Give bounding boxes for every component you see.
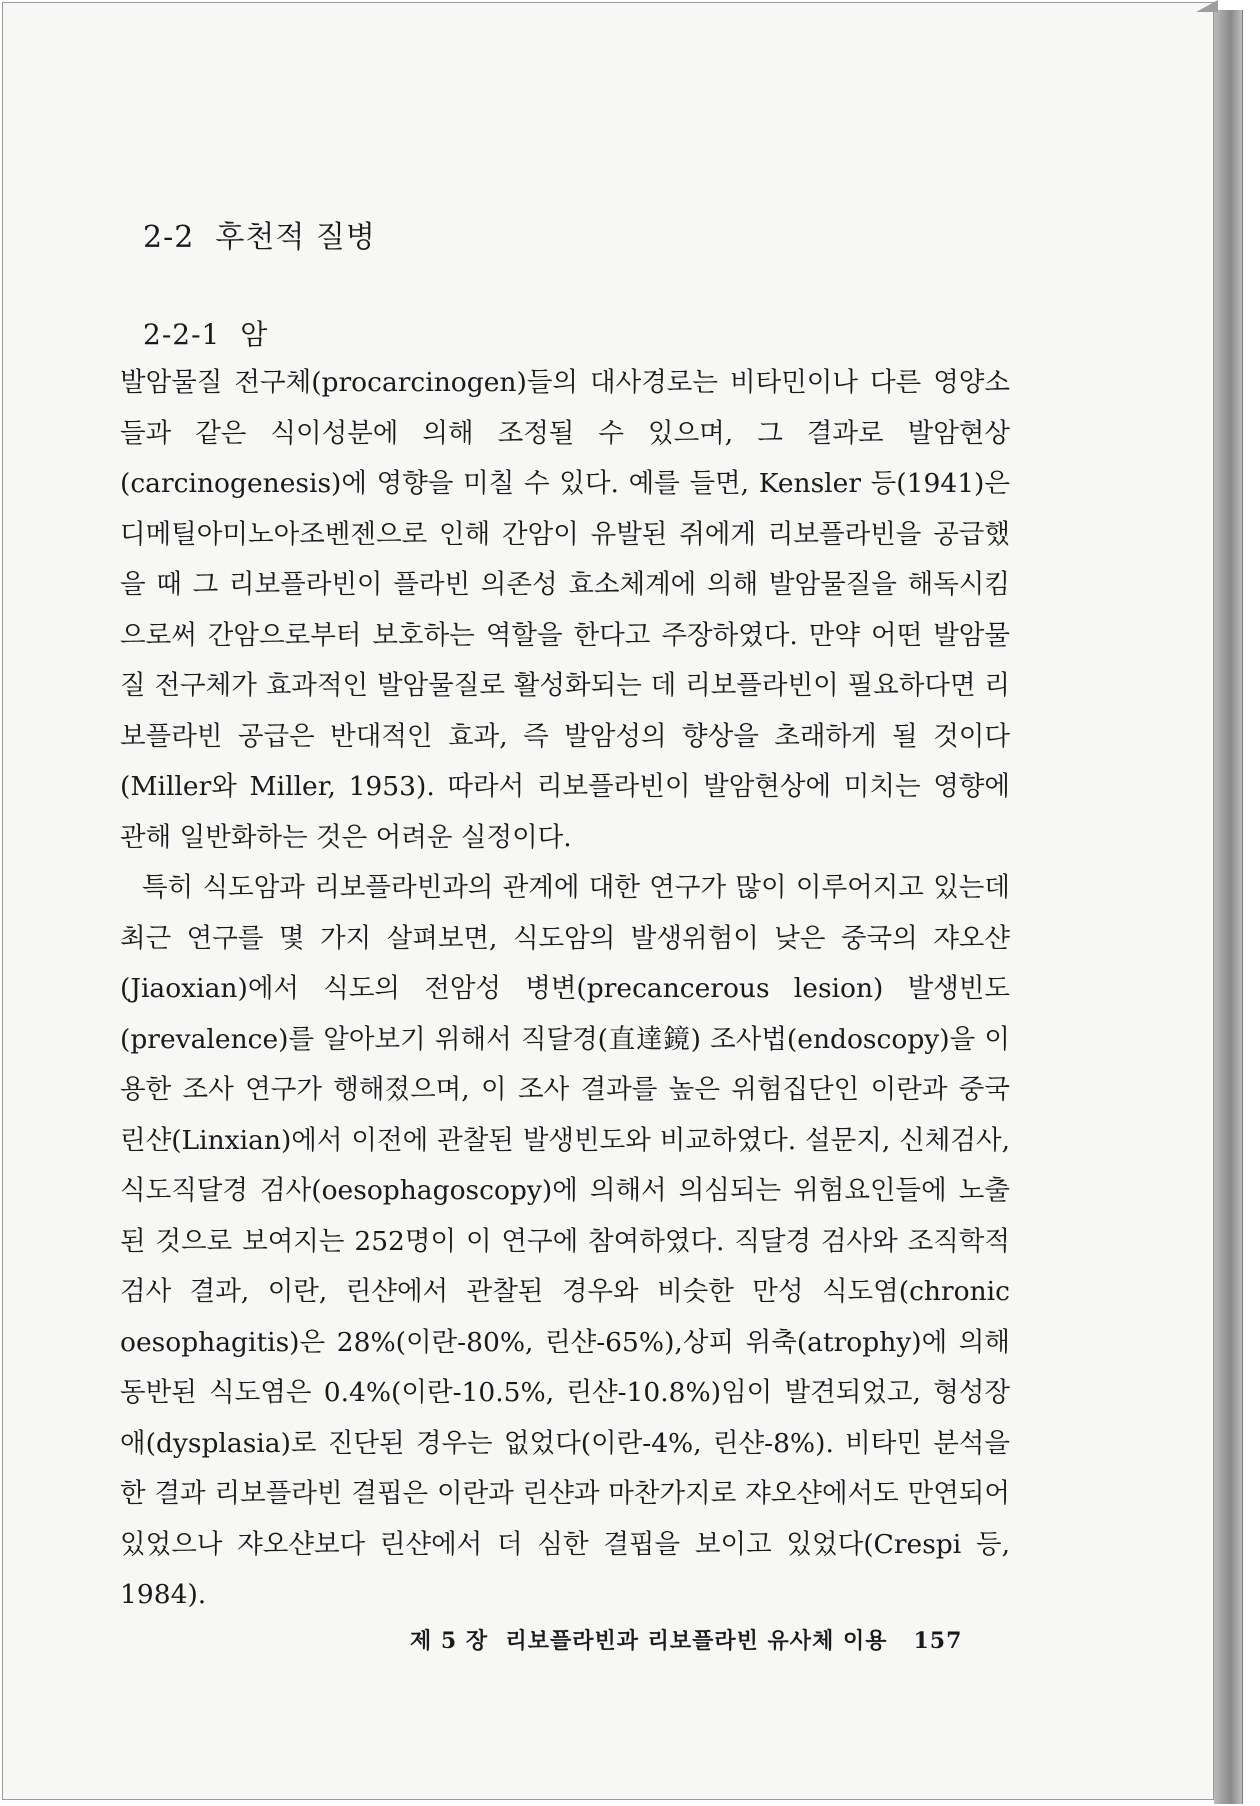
running-footer — [410, 1624, 962, 1655]
footer-chapter-title: 리보플라빈과 리보플라빈 유사체 이용 — [505, 1628, 888, 1654]
section-title: 후천적 질병 — [215, 220, 376, 255]
subsection-title: 암 — [240, 318, 269, 351]
paragraph: 특히 식도암과 리보플라빈과의 관계에 대한 연구가 많이 이루어지고 있는데 최근 연구를 몇 가지 살펴보면, 식도암의 발생위험이 낮은 중국의 쟈오샨(Jiaoxian)에서 식도의 전암성 병변(precancerous lesion) 발생빈도(prevalence)를 알아보기 위해서 직달경(直達鏡) 조사법(endoscopy)을 이용한 조사 연구가 행해졌으며, 이 조사 결과를 높은 위험집단인 이란과 중국 린샨(Linxian)에서 이전에 관찰된 발생빈도와 비교하였다. 설문지, 신체검사, 식도직달경 검사(oesophagoscopy)에 의해서 의심되는 위험요인들에 노출된 것으로 보여지는 252명이 이 연구에 참여하였다. 직달경 검사와 조직학적 검사 결과, 이란, 린샨에서 관찰된 경우와 비슷한 만성 식도염(chronic oesophagitis)은 28%(이란-80%, 린샨-65%),상피 위축(atrophy)에 의해 동반된 식도염은 0.4%(이란-10.5%, 린샨-10.8%)임이 발견되었고, 형성장애(dysplasia)로 진단된 경우는 없었다(이란-4%, 린샨-8%). 비타민 분석을 한 결과 리보플라빈 결핍은 이란과 린샨과 마찬가지로 쟈오샨에서도 만연되어 있었으나 쟈오샨보다 린샨에서 더 심한 결핍을 보이고 있었다(Crespi 등, 1984). — [120, 872, 1010, 1610]
subsection-heading — [143, 313, 268, 353]
page-number: 157 — [913, 1628, 963, 1654]
footer-chapter: 제 5 장 — [410, 1628, 489, 1654]
section-heading — [143, 212, 376, 256]
paragraph: 발암물질 전구체(procarcinogen)들의 대사경로는 비타민이나 다른 영양소들과 같은 식이성분에 의해 조정될 수 있으며, 그 결과로 발암현상(carcinogenesis)에 영향을 미칠 수 있다. 예를 들면, Kensler 등(1941)은 디메틸아미노아조벤젠으로 인해 간암이 유발된 쥐에게 리보플라빈을 공급했을 때 그 리보플라빈이 플라빈 의존성 효소체계에 의해 발암물질을 해독시킴으로써 간암으로부터 보호하는 역할을 한다고 주장하였다. 만약 어떤 발암물질 전구체가 효과적인 발암물질로 활성화되는 데 리보플라빈이 필요하다면 리보플라빈 공급은 반대적인 효과, 즉 발암성의 향상을 초래하게 될 것이다(Miller와 Miller, 1953). 따라서 리보플라빈이 발암현상에 미치는 영향에 관해 일반화하는 것은 어려운 실정이다. — [120, 367, 1010, 853]
body-text — [120, 358, 1010, 1621]
section-number: 2-2 — [143, 220, 195, 255]
subsection-number: 2-2-1 — [143, 318, 221, 351]
page-corner — [1196, 0, 1218, 12]
page-stack-edge — [1214, 10, 1243, 1804]
